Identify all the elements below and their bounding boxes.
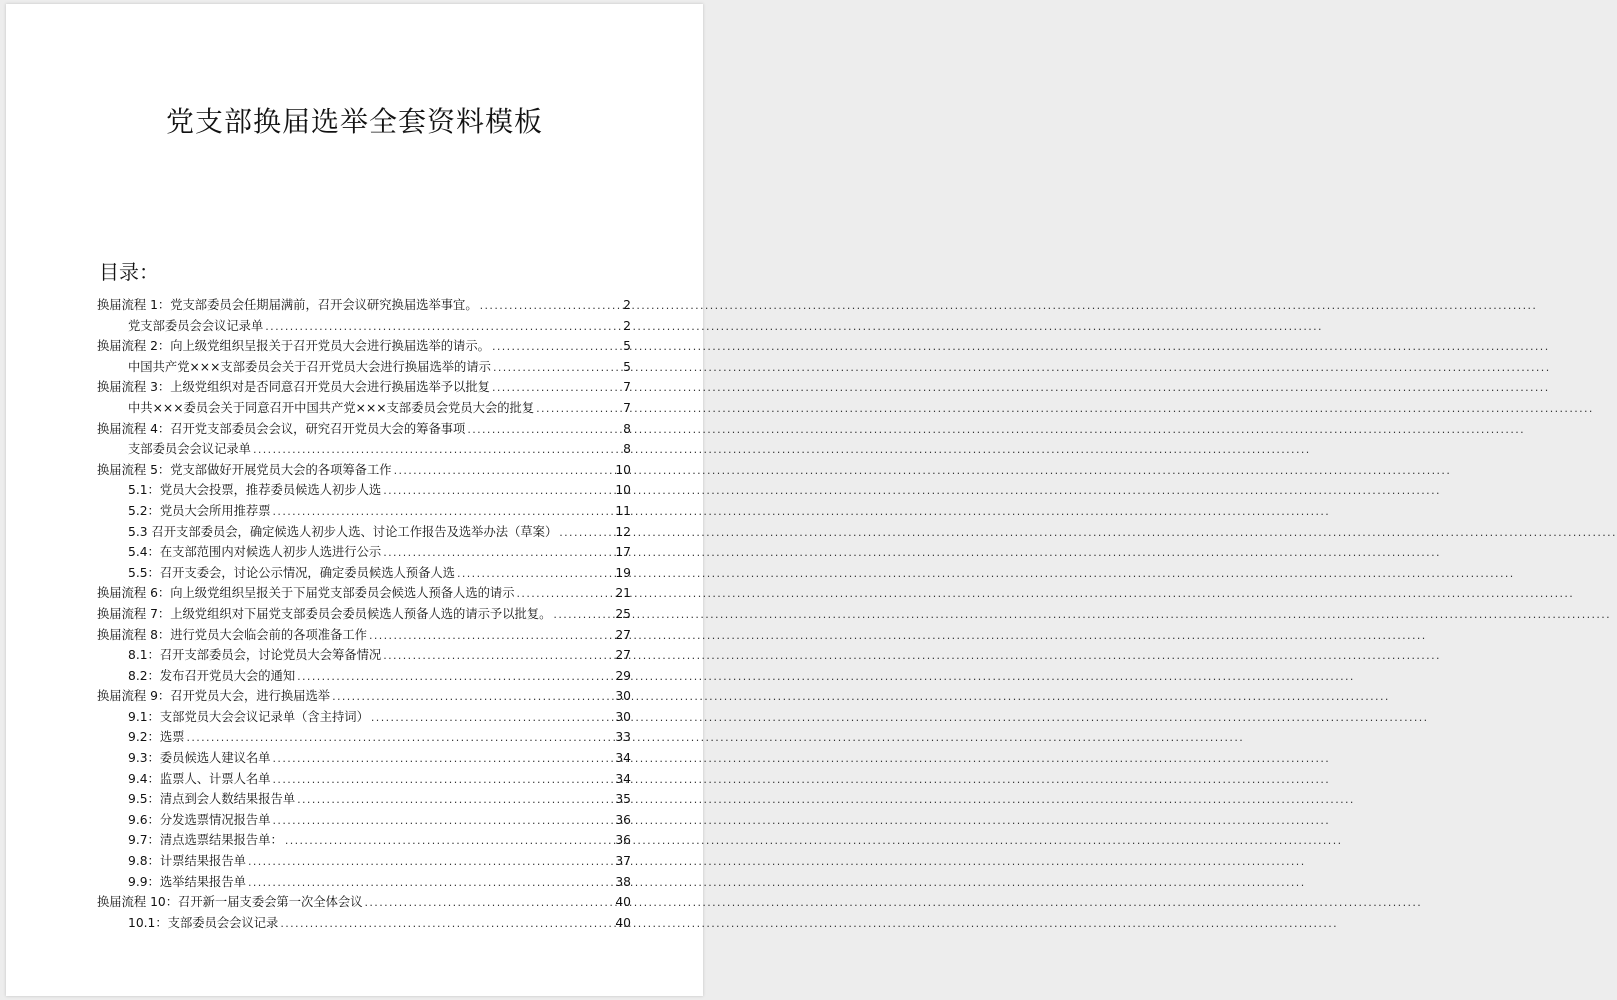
toc-dot-leader: [271, 811, 616, 832]
toc-page-number: 36: [615, 833, 631, 848]
toc-heading: 目录：: [99, 260, 159, 284]
toc-entry-section[interactable]: [97, 460, 631, 481]
toc-page-number: 10: [615, 462, 631, 477]
toc-page-number: 8: [623, 442, 631, 457]
toc-entry-text: 换届流程 5：党支部做好开展党员大会的各项筹备工作: [97, 462, 392, 477]
toc-entry-text: 9.8：计票结果报告单: [128, 854, 246, 869]
toc-dot-leader: [363, 893, 616, 914]
toc-entry-subsection[interactable]: [97, 810, 631, 831]
toc-entry-text: 中共×××委员会关于同意召开中国共产党×××支部委员会党员大会的批复: [128, 400, 535, 415]
toc-page-number: 38: [615, 874, 631, 889]
toc-entry-section[interactable]: [97, 892, 631, 913]
toc-entry-subsection[interactable]: [97, 851, 631, 872]
toc-page-number: 7: [623, 380, 631, 395]
toc-dot-leader: [271, 770, 616, 791]
toc-dot-leader: [295, 667, 615, 688]
toc-dot-leader: [551, 605, 615, 626]
toc-entry-subsection[interactable]: [97, 439, 631, 460]
toc-entry-subsection[interactable]: [97, 830, 631, 851]
toc-page-number: 25: [615, 606, 631, 621]
toc-entry-text: 5.4：在支部范围内对候选人初步人选进行公示: [128, 545, 382, 560]
toc-page-number: 2: [623, 298, 631, 312]
toc-dot-leader: [465, 420, 617, 441]
toc-page-number: 30: [615, 689, 631, 704]
toc-page-number: 19: [615, 565, 631, 580]
toc-entry-text: 9.3：委员候选人建议名单: [128, 751, 271, 766]
toc-dot-leader: [251, 440, 617, 461]
toc-entry-text: 9.6：分发选票情况报告单: [128, 812, 271, 827]
toc-page-number: 27: [615, 627, 631, 642]
toc-dot-leader: [246, 852, 615, 873]
toc-dot-leader: [278, 914, 615, 935]
toc-dot-leader: [381, 543, 615, 564]
toc-dot-leader: [283, 831, 616, 852]
toc-dot-leader: [271, 502, 616, 523]
toc-entry-text: 9.9：选举结果报告单: [128, 874, 246, 889]
toc-dot-leader: [491, 358, 617, 379]
toc-entry-subsection[interactable]: [97, 398, 631, 419]
toc-dot-leader: [455, 564, 615, 585]
toc-entry-subsection[interactable]: [97, 872, 631, 893]
toc-entry-section[interactable]: [97, 625, 631, 646]
toc-entry-section[interactable]: [97, 686, 631, 707]
toc-dot-leader: [557, 523, 615, 544]
toc-entry-subsection[interactable]: [97, 542, 631, 563]
toc-page-number: 34: [615, 771, 631, 786]
toc-entry-subsection[interactable]: [97, 645, 631, 666]
toc-entry-section[interactable]: [97, 419, 631, 440]
toc-entry-section[interactable]: [97, 295, 631, 316]
toc-page-number: 10: [615, 483, 631, 498]
toc-page-number: 40: [615, 895, 631, 910]
toc-page-number: 30: [615, 709, 631, 724]
toc-dot-leader: [490, 337, 617, 358]
toc-entry-text: 8.2：发布召开党员大会的通知: [128, 668, 296, 683]
toc-dot-leader: [392, 461, 616, 482]
toc-page-number: 7: [623, 400, 631, 415]
toc-entry-text: 换届流程 4：召开党支部委员会会议，研究召开党员大会的筹备事项: [97, 421, 466, 436]
toc-dot-leader: [271, 749, 616, 770]
toc-entry-subsection[interactable]: [97, 480, 631, 501]
toc-page-number: 35: [615, 792, 631, 807]
toc-entry-section[interactable]: [97, 604, 631, 625]
toc-page-number: 36: [615, 812, 631, 827]
toc-entry-text: 5.5：召开支委会，讨论公示情况，确定委员候选人预备人选: [128, 565, 455, 580]
toc-entry-subsection[interactable]: [97, 727, 631, 748]
toc-page-number: 5: [623, 339, 631, 354]
toc-dot-leader: [246, 873, 615, 894]
toc-entry-text: 换届流程 6：向上级党组织呈报关于下届党支部委员会候选人预备人选的请示: [97, 586, 515, 601]
toc-dot-leader: [381, 481, 615, 502]
toc-dot-leader: [295, 790, 615, 811]
toc-entry-subsection[interactable]: [97, 769, 631, 790]
toc-entry-subsection[interactable]: [97, 357, 631, 378]
toc-dot-leader: [534, 399, 617, 420]
toc-entry-text: 5.1：党员大会投票，推荐委员候选人初步人选: [128, 483, 382, 498]
toc-entry-section[interactable]: [97, 336, 631, 357]
table-of-contents: [97, 295, 631, 933]
toc-entry-text: 支部委员会会议记录单: [128, 442, 251, 457]
toc-page-number: 8: [623, 421, 631, 436]
toc-entry-text: 换届流程 10：召开新一届支委会第一次全体会议: [97, 895, 363, 910]
toc-entry-text: 9.1：支部党员大会会议记录单（含主持词）: [128, 709, 369, 724]
document-title: 党支部换届选举全套资料模板: [165, 105, 543, 138]
toc-page-number: 17: [615, 545, 631, 560]
toc-page-number: 40: [615, 915, 631, 930]
toc-page-number: 2: [623, 318, 631, 333]
toc-entry-subsection[interactable]: [97, 789, 631, 810]
toc-entry-text: 换届流程 9：召开党员大会，进行换届选举: [97, 689, 331, 704]
toc-page-number: 29: [615, 668, 631, 683]
toc-entry-text: 换届流程 1：党支部委员会任期届满前，召开会议研究换届选举事宜。: [97, 298, 478, 312]
toc-dot-leader: [515, 584, 616, 605]
toc-entry-subsection[interactable]: [97, 748, 631, 769]
toc-dot-leader: [263, 317, 617, 338]
toc-entry-text: 10.1：支部委员会会议记录: [128, 915, 279, 930]
toc-page-number: 34: [615, 751, 631, 766]
toc-entry-text: 换届流程 3：上级党组织对是否同意召开党员大会进行换届选举予以批复: [97, 380, 490, 395]
toc-entry-subsection[interactable]: [97, 501, 631, 522]
toc-page-number: 21: [615, 586, 631, 601]
toc-dot-leader: [381, 646, 615, 667]
toc-dot-leader: [490, 378, 617, 399]
document-page: [6, 4, 703, 996]
toc-entry-section[interactable]: [97, 377, 631, 398]
toc-entry-subsection[interactable]: [97, 913, 631, 934]
toc-page-number: 5: [623, 359, 631, 374]
toc-entry-text: 9.4：监票人、计票人名单: [128, 771, 271, 786]
toc-dot-leader: [478, 296, 617, 317]
toc-dot-leader: [369, 708, 615, 729]
toc-page-number: 11: [615, 503, 631, 518]
toc-entry-text: 党支部委员会会议记录单: [128, 318, 264, 333]
toc-entry-text: 换届流程 2：向上级党组织呈报关于召开党员大会进行换届选举的请示。: [97, 339, 490, 354]
toc-entry-subsection[interactable]: [97, 522, 631, 543]
toc-page-number: 12: [615, 524, 631, 539]
toc-entry-subsection[interactable]: [97, 316, 631, 337]
toc-entry-text: 中国共产党×××支部委员会关于召开党员大会进行换届选举的请示: [128, 359, 491, 374]
toc-entry-text: 8.1：召开支部委员会，讨论党员大会筹备情况: [128, 648, 382, 663]
toc-dot-leader: [184, 728, 615, 749]
toc-entry-subsection[interactable]: [97, 563, 631, 584]
toc-dot-leader: [367, 626, 615, 647]
toc-entry-subsection[interactable]: [97, 666, 631, 687]
toc-entry-text: 9.5：清点到会人数结果报告单: [128, 792, 296, 807]
toc-entry-text: 换届流程 8：进行党员大会临会前的各项准备工作: [97, 627, 367, 642]
toc-entry-text: 5.3 召开支部委员会，确定候选人初步人选、讨论工作报告及选举办法（草案）: [128, 524, 558, 539]
toc-page-number: 33: [615, 730, 631, 745]
toc-entry-text: 9.7：清点选票结果报告单：: [128, 833, 283, 848]
toc-page-number: 27: [615, 648, 631, 663]
toc-entry-text: 5.2：党员大会所用推荐票: [128, 503, 271, 518]
toc-entry-text: 换届流程 7：上级党组织对下届党支部委员会委员候选人预备人选的请示予以批复。: [97, 606, 552, 621]
toc-dot-leader: [330, 687, 615, 708]
toc-entry-text: 9.2：选票: [128, 730, 185, 745]
toc-page-number: 37: [615, 854, 631, 869]
toc-entry-section[interactable]: [97, 583, 631, 604]
toc-entry-subsection[interactable]: [97, 707, 631, 728]
